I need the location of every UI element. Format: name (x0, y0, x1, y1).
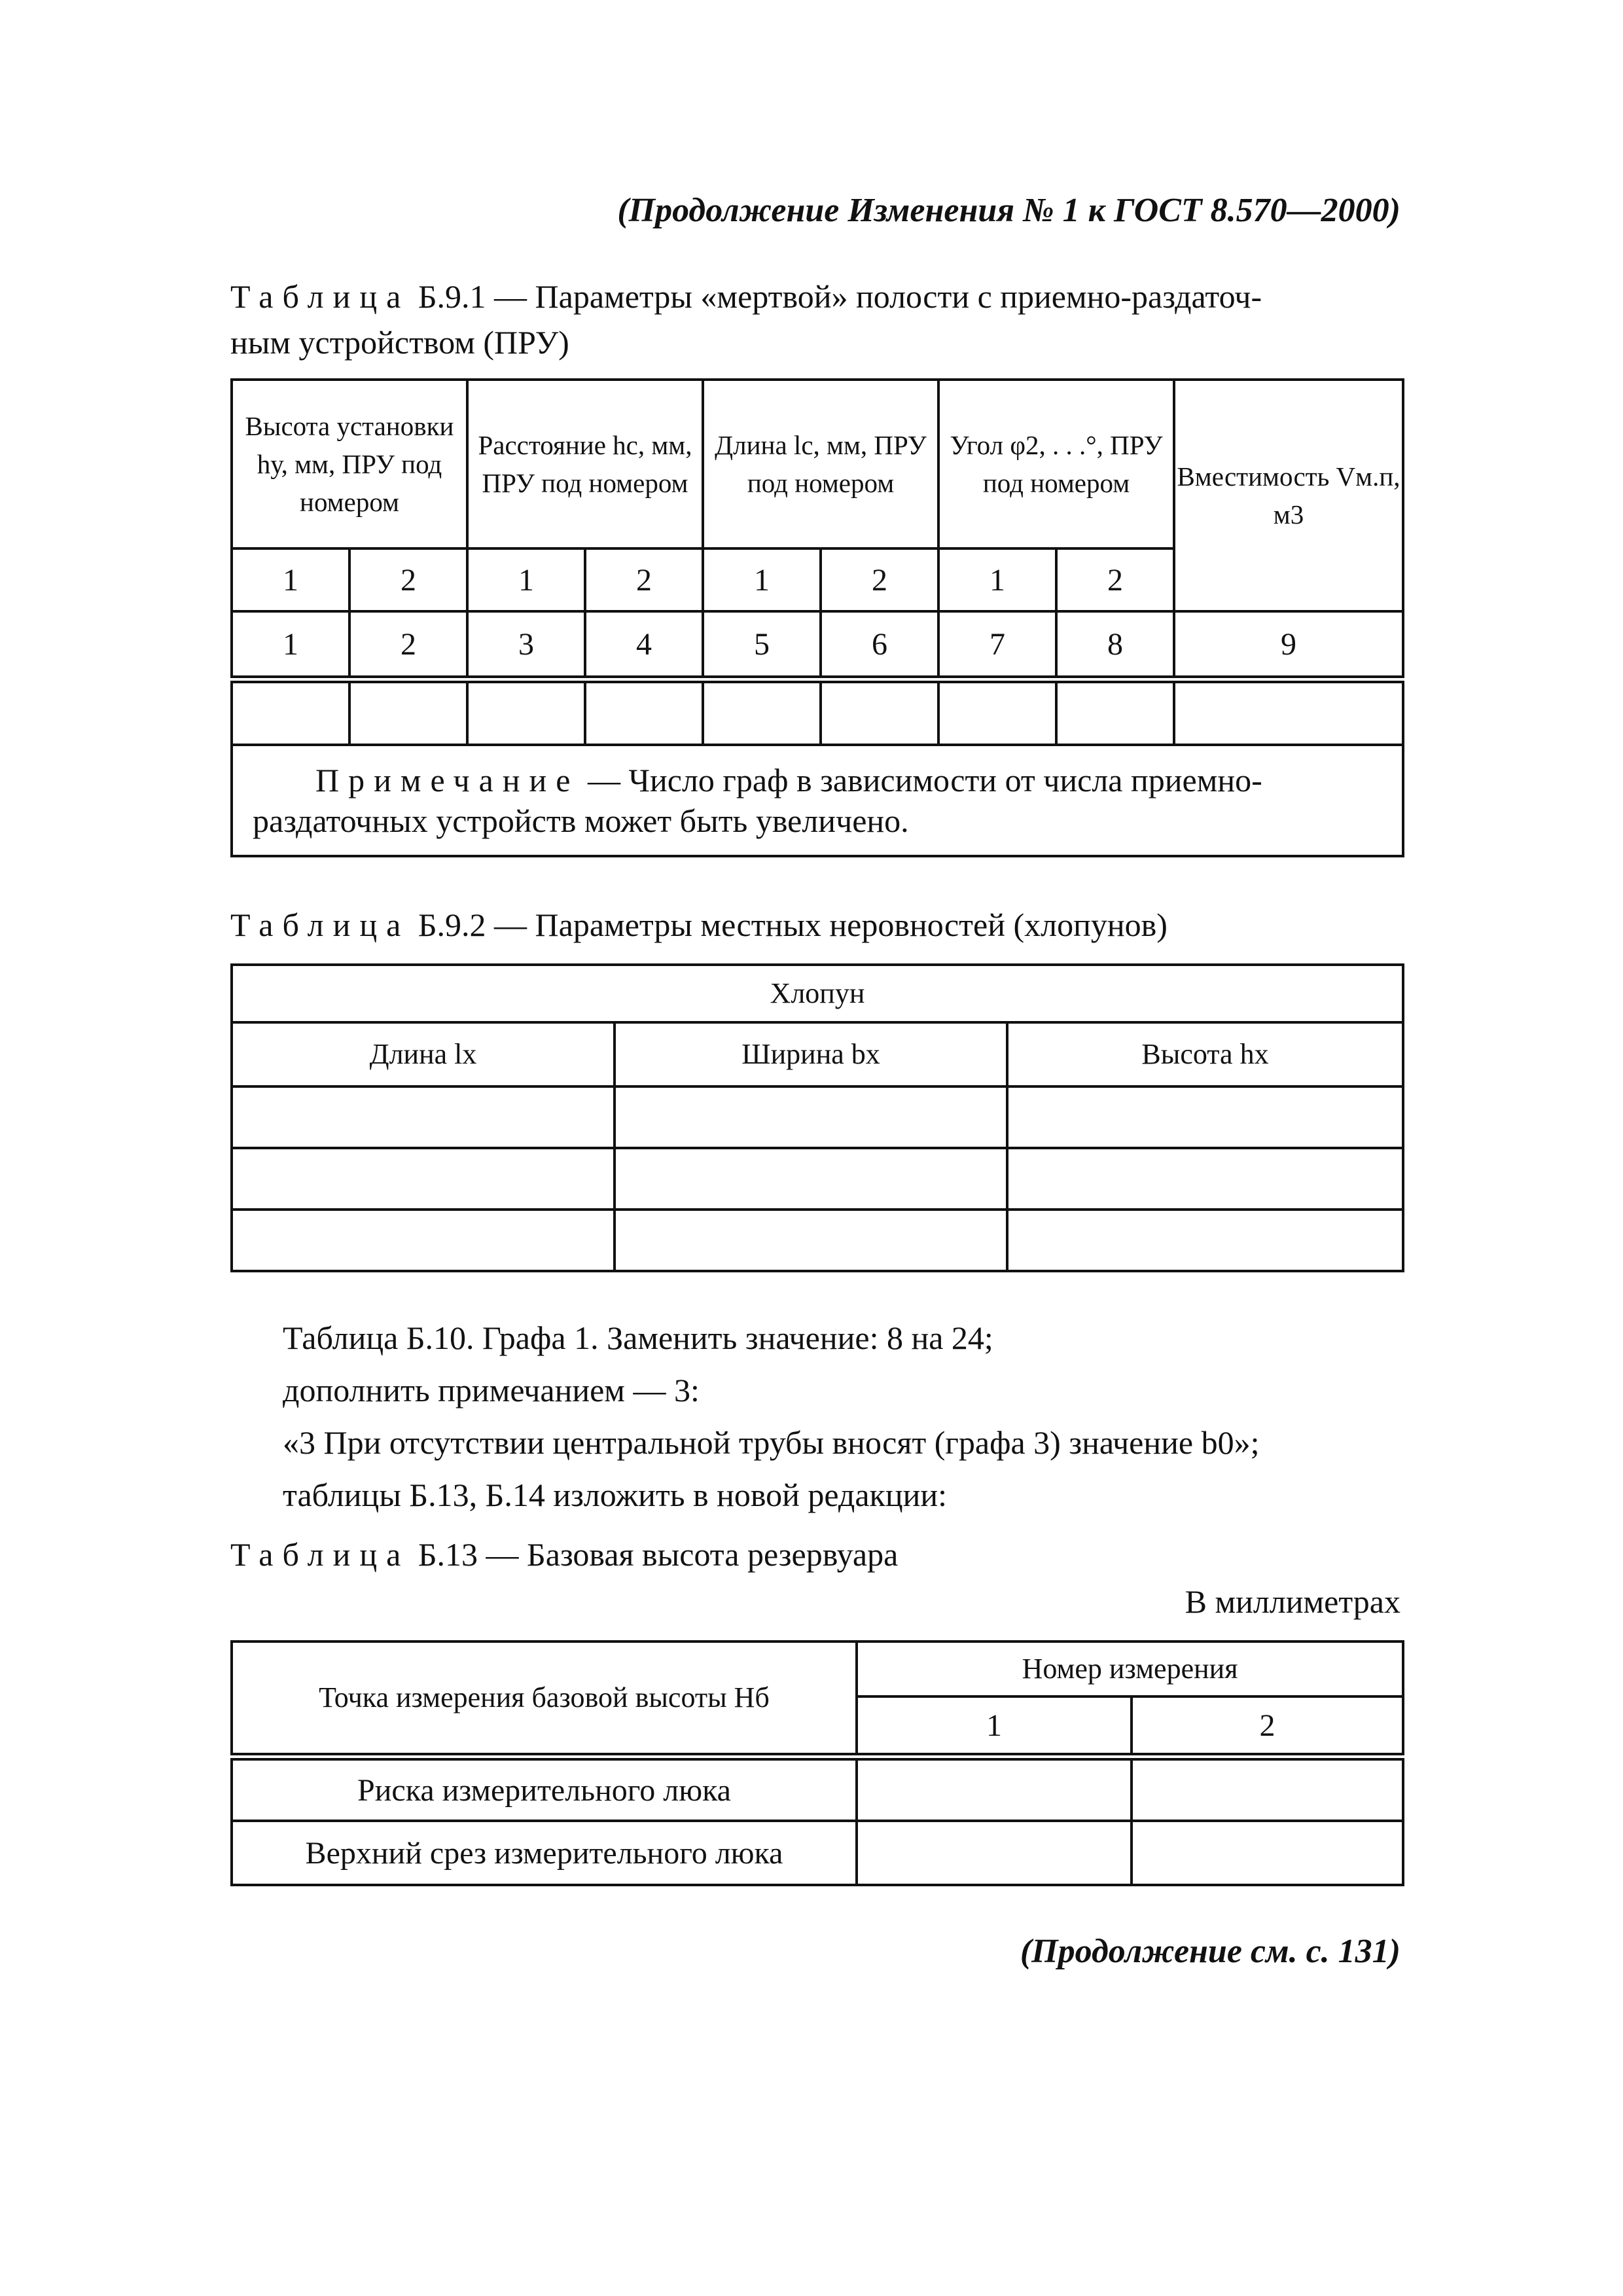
table-b91-caption (230, 274, 1408, 365)
body-line: «3 При отсутствии центральной трубы вносят (графа 3) значение b0»; (283, 1424, 1260, 1461)
units-label: В миллиметрах (1185, 1583, 1400, 1620)
header-height: Высота установки hу, мм, ПРУ под номером (232, 380, 467, 548)
sub-header-cell: 1 (857, 1696, 1132, 1757)
empty-data-row (232, 679, 1403, 745)
caption-prefix: Таблица (230, 278, 410, 315)
body-line: Таблица Б.10. Графа 1. Заменить значение: 8 на 24; (283, 1319, 993, 1356)
column-number: 9 (1174, 611, 1403, 679)
header-distance: Расстояние hс, мм, ПРУ под номером (467, 380, 703, 548)
sub-header-cell: 1 (703, 548, 821, 611)
empty-row (232, 1086, 1403, 1148)
header-width: Ширина bх (615, 1022, 1007, 1086)
note-cell (232, 745, 1403, 856)
running-header: (Продолжение Изменения № 1 к ГОСТ 8.570—2000) (617, 192, 1400, 229)
caption-prefix: Таблица (230, 906, 410, 943)
body-text (283, 1312, 1408, 1521)
empty-row (232, 1210, 1403, 1271)
header-angle: Угол φ2, . . .°, ПРУ под номером (938, 380, 1174, 548)
header-point: Точка измерения базовой высоты Нб (232, 1641, 857, 1757)
header-height: Высота hх (1007, 1022, 1403, 1086)
note-text: — Число граф в зависимости от числа приемно- (579, 762, 1262, 798)
table-b13 (230, 1640, 1404, 1886)
header-length: Длина lс, мм, ПРУ под номером (703, 380, 938, 548)
column-number: 2 (349, 611, 467, 679)
table-row (232, 1757, 1403, 1821)
note-row (232, 745, 1403, 856)
table-b13-caption (230, 1532, 898, 1577)
caption-text: Б.13 — Базовая высота резервуара (410, 1536, 899, 1573)
note-prefix: Примечание (315, 762, 580, 798)
sub-header-cell: 2 (1056, 548, 1174, 611)
row-label: Верхний срез измерительного люка (232, 1821, 857, 1885)
column-number-row (232, 611, 1403, 679)
sub-header-cell: 1 (467, 548, 585, 611)
note-text-cont: раздаточных устройств может быть увеличено. (253, 802, 909, 839)
column-number: 8 (1056, 611, 1174, 679)
sub-header-cell: 2 (821, 548, 938, 611)
caption-prefix: Таблица (230, 1536, 410, 1573)
column-number: 5 (703, 611, 821, 679)
header-length: Длина lх (232, 1022, 615, 1086)
sub-header-cell: 1 (938, 548, 1056, 611)
body-line: таблицы Б.13, Б.14 изложить в новой редакции: (283, 1477, 948, 1513)
column-number: 7 (938, 611, 1056, 679)
header-measurement-number: Номер измерения (857, 1641, 1403, 1696)
sub-header-cell: 1 (232, 548, 349, 611)
sub-header-cell: 2 (585, 548, 703, 611)
empty-row (232, 1148, 1403, 1210)
caption-text: Б.9.2 — Параметры местных неровностей (хлопунов) (410, 906, 1168, 943)
column-number: 1 (232, 611, 349, 679)
caption-text: Б.9.1 — Параметры «мертвой» полости с приемно-раздаточ- (410, 278, 1262, 315)
header-capacity: Вместимость Vм.п, м3 (1174, 380, 1403, 611)
body-line: дополнить примечанием — 3: (283, 1372, 700, 1408)
sub-header-cell: 2 (1132, 1696, 1403, 1757)
column-number: 6 (821, 611, 938, 679)
table-b92-caption (230, 902, 1168, 948)
running-footer: (Продолжение см. с. 131) (1020, 1933, 1400, 1970)
table-b91 (230, 378, 1404, 857)
column-number: 3 (467, 611, 585, 679)
table-row (232, 1821, 1403, 1885)
table-b92 (230, 963, 1404, 1272)
sub-header-cell: 2 (349, 548, 467, 611)
group-header: Хлопун (232, 965, 1403, 1022)
caption-text-cont: ным устройством (ПРУ) (230, 324, 569, 361)
row-label: Риска измерительного люка (232, 1757, 857, 1821)
column-number: 4 (585, 611, 703, 679)
